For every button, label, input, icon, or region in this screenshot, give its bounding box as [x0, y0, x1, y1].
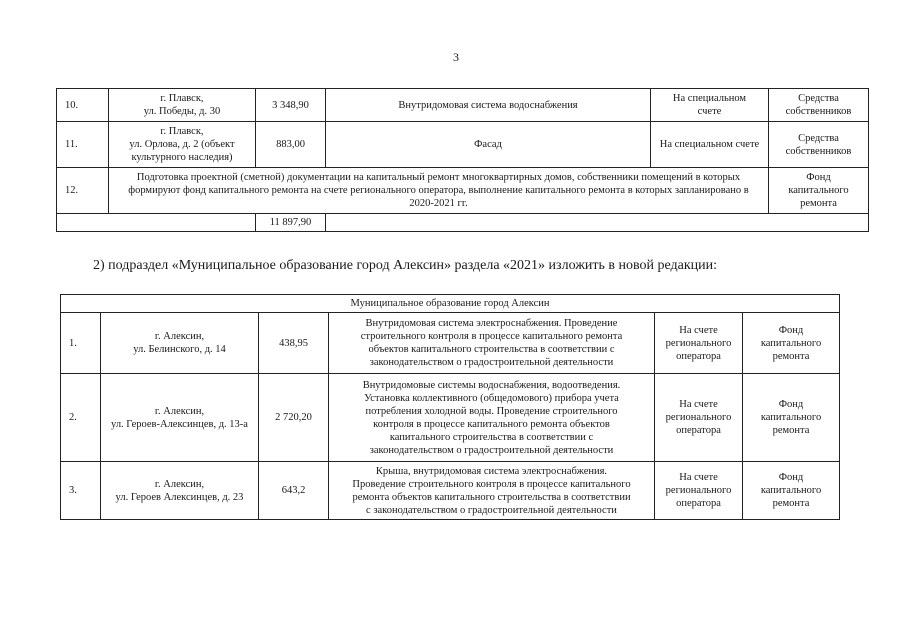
cost-cell: 3 348,90 — [256, 89, 326, 122]
description-cell: Внутридомовые системы водоснабжения, водоотведения. Установка коллективного (общедомового) прибора учета потребления холодной воды. Проведение строительного контроля в процессе капитального ремонта объектов капитального строительства в соответствии с законодательством о градостроительной деятельности — [329, 374, 655, 462]
table-header-row — [61, 295, 840, 313]
funding-source-cell: Средства собственников — [769, 122, 869, 168]
account-cell: На специальном счете — [651, 89, 769, 122]
account-cell: На счете регионального оператора — [655, 374, 743, 462]
row-number: 1. — [61, 313, 101, 374]
works-table-plavsk — [56, 88, 869, 232]
section-intro-text: 2) подраздел «Муниципальное образование город Алексин» раздела «2021» изложить в новой редакции: — [93, 258, 718, 273]
address-cell: г. Плавск, ул. Победы, д. 30 — [109, 89, 256, 122]
row-number: 3. — [61, 462, 101, 520]
cost-cell: 643,2 — [259, 462, 329, 520]
funding-source-cell: Средства собственников — [769, 89, 869, 122]
account-cell: На специальном счете — [651, 122, 769, 168]
address-cell: г. Алексин, ул. Героев Алексинцев, д. 23 — [101, 462, 259, 520]
address-cell: г. Плавск, ул. Орлова, д. 2 (объект культурного наследия) — [109, 122, 256, 168]
total-row — [57, 214, 869, 232]
funding-source-cell: Фонд капитального ремонта — [743, 313, 840, 374]
total-cost-cell: 11 897,90 — [256, 214, 326, 232]
description-cell: Крыша, внутридомовая система электроснабжения. Проведение строительного контроля в процессе капитального ремонта объектов капитального строительства в соответствии с законодательством о градостроительной деятельности — [329, 462, 655, 520]
description-cell: Внутридомовая система электроснабжения. Проведение строительного контроля в процессе капитального ремонта объектов капитального строительства в соответствии с законодательством о градостроительной деятельности — [329, 313, 655, 374]
total-label-cell — [57, 214, 256, 232]
address-cell: г. Алексин, ул. Героев-Алексинцев, д. 13-а — [101, 374, 259, 462]
address-cell: г. Алексин, ул. Белинского, д. 14 — [101, 313, 259, 374]
cost-cell: 438,95 — [259, 313, 329, 374]
page-number: 3 — [453, 50, 459, 64]
funding-source-cell: Фонд капитального ремонта — [743, 462, 840, 520]
row-number: 2. — [61, 374, 101, 462]
row-number: 11. — [57, 122, 109, 168]
total-empty-cell — [326, 214, 869, 232]
account-cell: На счете регионального оператора — [655, 313, 743, 374]
funding-source-cell: Фонд капитального ремонта — [769, 168, 869, 214]
table-row — [57, 168, 869, 214]
row-number: 10. — [57, 89, 109, 122]
account-cell: На счете регионального оператора — [655, 462, 743, 520]
table-row — [57, 89, 869, 122]
table-row — [57, 122, 869, 168]
cost-cell: 883,00 — [256, 122, 326, 168]
cost-cell: 2 720,20 — [259, 374, 329, 462]
description-cell: Подготовка проектной (сметной) документации на капитальный ремонт многоквартирных домов, собственники помещений в которых формируют фонд капитального ремонта на счете регионального оператора, выполнение капитального ремонта в которых запланировано в 2020-2021 гг. — [109, 168, 769, 214]
municipality-header: Муниципальное образование город Алексин — [61, 295, 840, 313]
description-cell: Фасад — [326, 122, 651, 168]
table-row — [61, 374, 840, 462]
funding-source-cell: Фонд капитального ремонта — [743, 374, 840, 462]
description-cell: Внутридомовая система водоснабжения — [326, 89, 651, 122]
works-table-aleksin — [60, 294, 840, 520]
table-row — [61, 462, 840, 520]
table-row — [61, 313, 840, 374]
row-number: 12. — [57, 168, 109, 214]
